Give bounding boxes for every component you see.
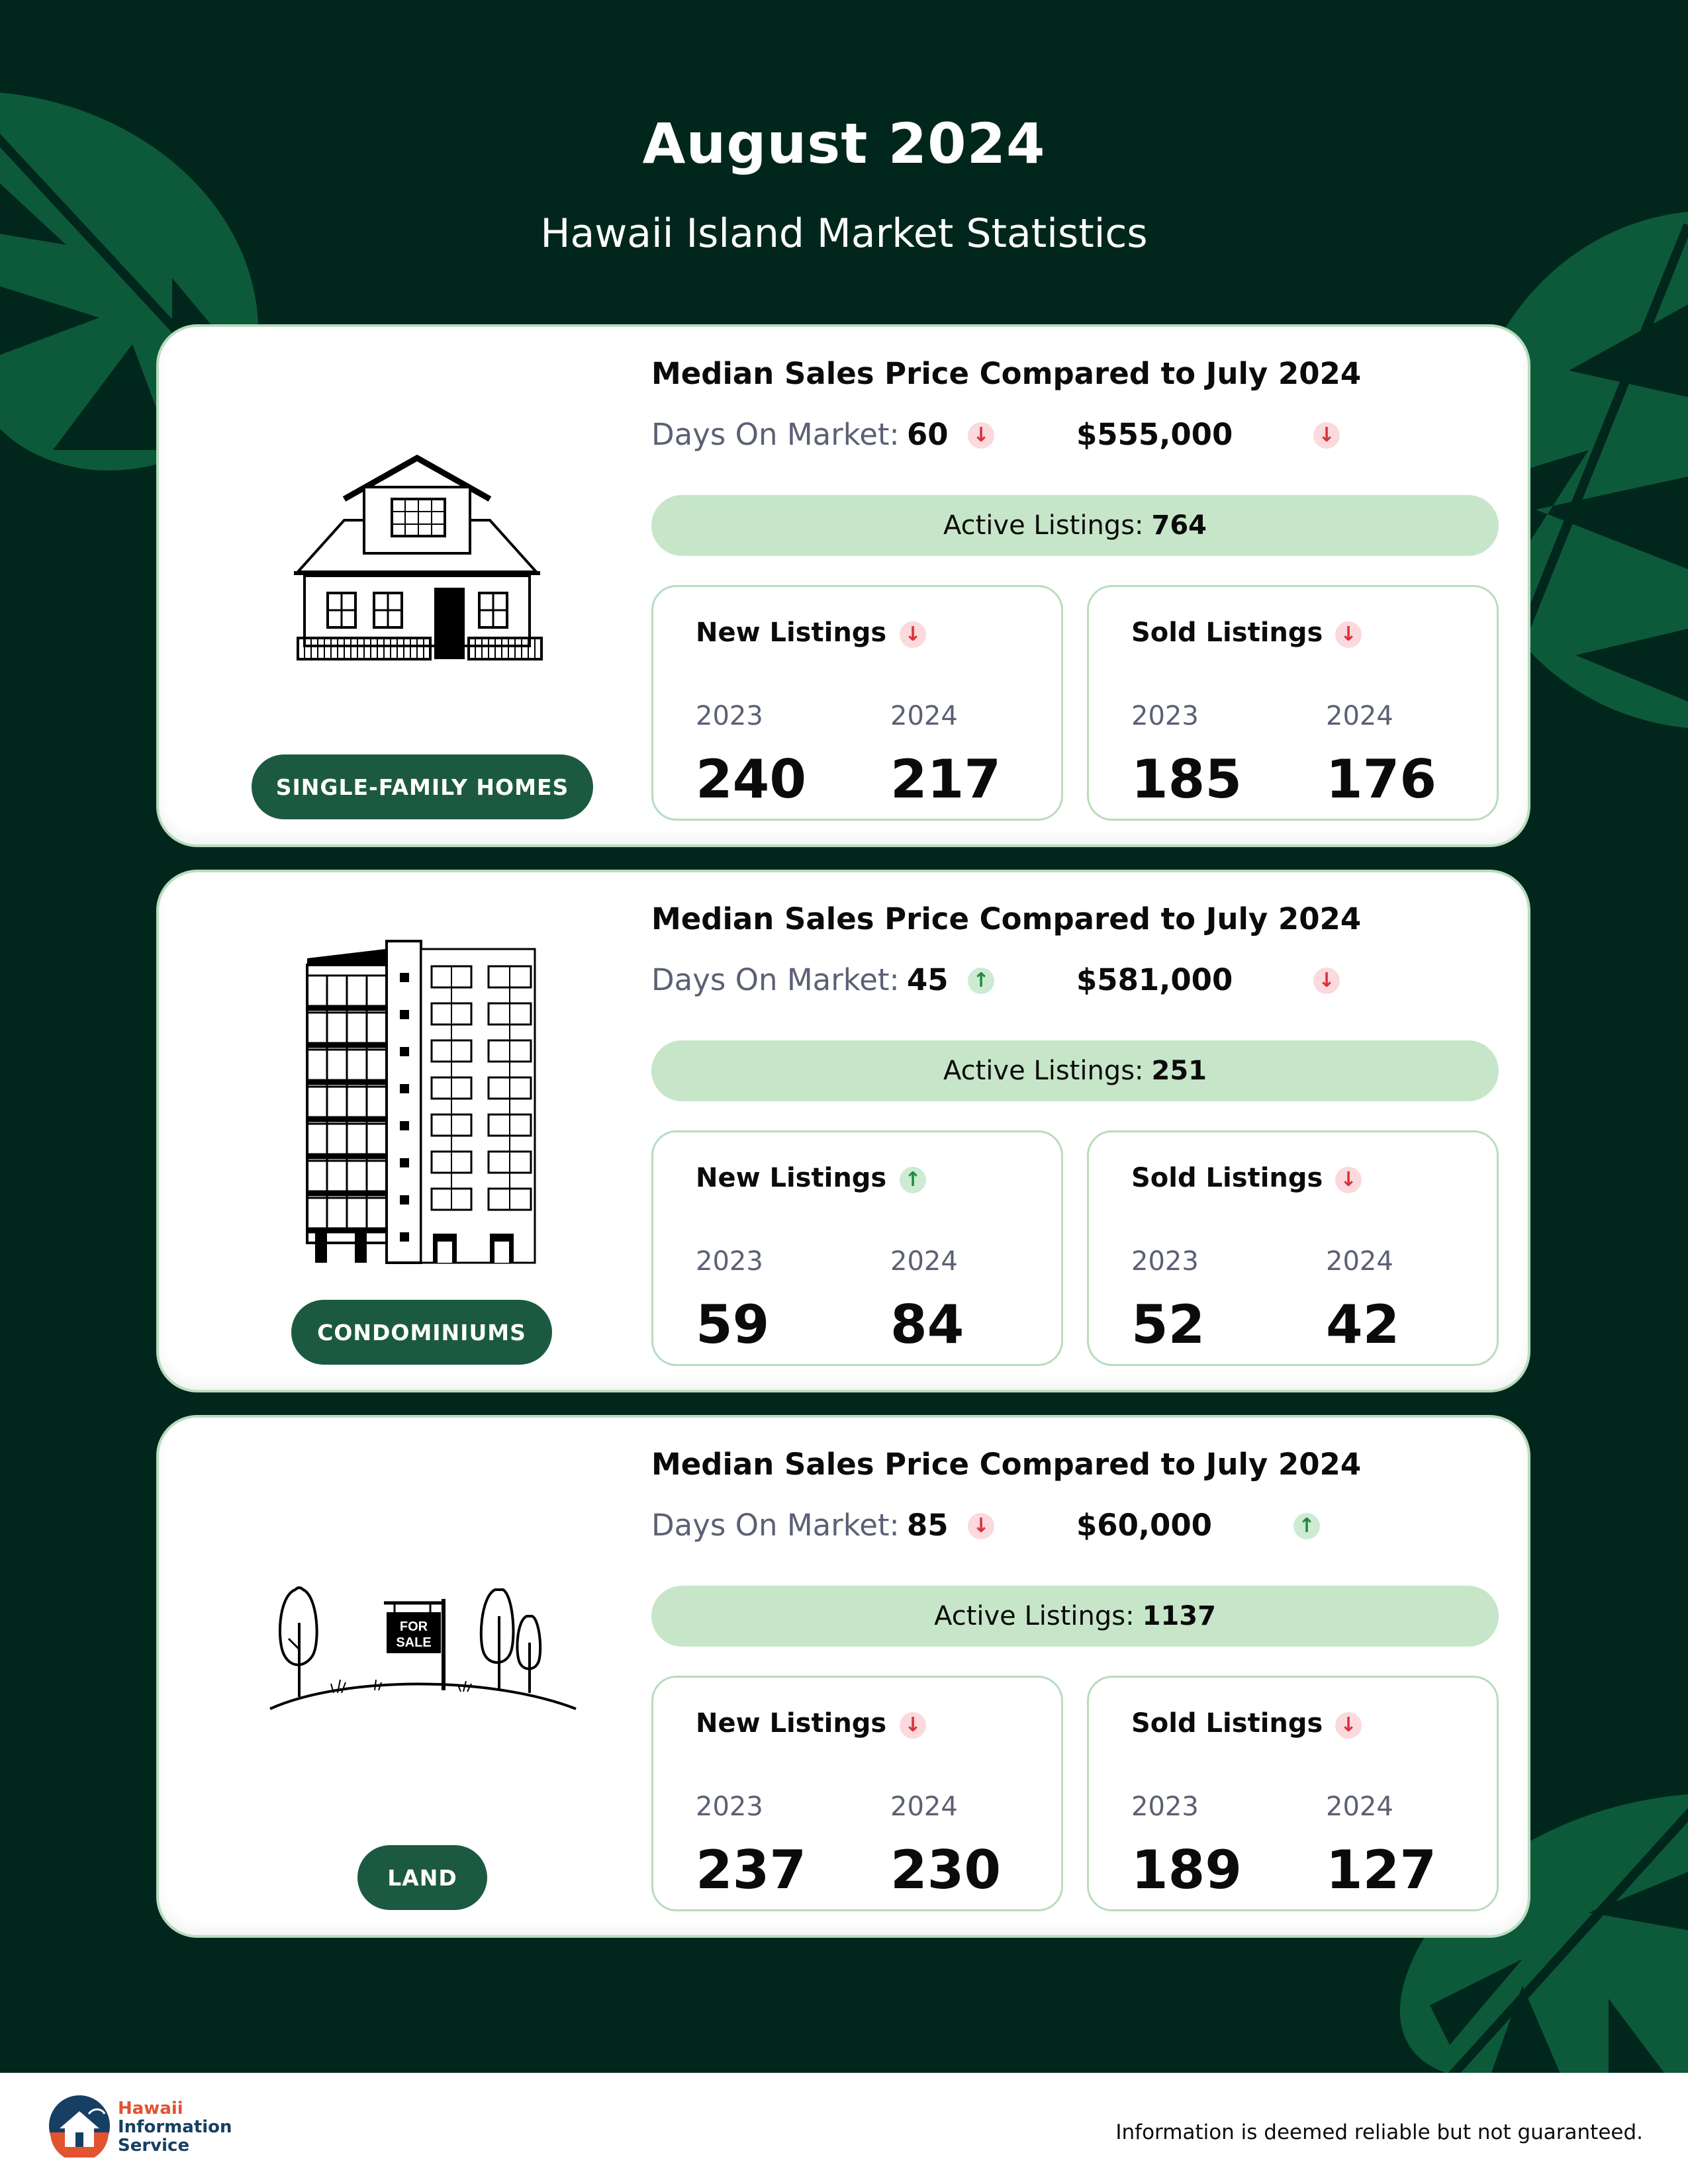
year-label: 2023: [1131, 1792, 1199, 1822]
house-icon: [278, 446, 569, 671]
new-listings-box: [651, 1130, 1063, 1366]
active-listings-label: Active Listings:: [943, 1056, 1144, 1086]
year-label: 2024: [1326, 701, 1393, 731]
sold-listings-value-2023: 185: [1131, 749, 1242, 810]
arrow-down-icon: ↓: [900, 1712, 926, 1739]
sold-listings-value-2023: 52: [1131, 1294, 1205, 1355]
disclaimer: Information is deemed reliable but not guaranteed.: [1115, 2120, 1643, 2144]
arrow-down-icon: ↓: [968, 422, 994, 449]
sold-listings-value-2023: 189: [1131, 1839, 1242, 1901]
year-label: 2024: [890, 701, 958, 731]
sold-listings-box: [1087, 1676, 1499, 1911]
sold-listings-title: Sold Listings: [1131, 1708, 1323, 1739]
category-badge: SINGLE-FAMILY HOMES: [252, 754, 593, 819]
sold-listings-value-2024: 42: [1326, 1294, 1400, 1355]
arrow-down-icon: ↓: [1335, 621, 1362, 648]
active-listings-bar: [651, 1040, 1499, 1101]
year-label: 2024: [890, 1792, 958, 1822]
median-title: Median Sales Price Compared to July 2024: [651, 1447, 1362, 1482]
year-label: 2023: [696, 1792, 763, 1822]
condo-building-icon: [301, 938, 545, 1269]
new-listings-title: New Listings: [696, 1163, 887, 1193]
new-listings-value-2024: 217: [890, 749, 1001, 810]
hawaii-information-service-logo-icon: [48, 2094, 111, 2158]
sold-listings-box: [1087, 1130, 1499, 1366]
arrow-down-icon: ↓: [1313, 422, 1340, 449]
arrow-down-icon: ↓: [1313, 968, 1340, 994]
active-listings-value: 1137: [1142, 1601, 1216, 1631]
category-badge: CONDOMINIUMS: [291, 1300, 552, 1365]
stats-card-condominiums: [156, 870, 1530, 1392]
stats-card-single-family: [156, 324, 1530, 847]
days-on-market-value: 45: [907, 962, 949, 997]
active-listings-value: 764: [1151, 510, 1207, 541]
active-listings-label: Active Listings:: [934, 1601, 1135, 1631]
new-listings-value-2023: 59: [696, 1294, 770, 1355]
arrow-down-icon: ↓: [1335, 1712, 1362, 1739]
days-on-market-value: 60: [907, 417, 949, 452]
logo-line-1: Hawaii: [118, 2099, 183, 2118]
footer: [0, 2073, 1688, 2184]
sold-listings-title: Sold Listings: [1131, 1163, 1323, 1193]
new-listings-title: New Listings: [696, 617, 887, 648]
page-title: August 2024: [642, 111, 1046, 176]
land-for-sale-icon: [265, 1570, 583, 1722]
year-label: 2023: [1131, 701, 1199, 731]
page-subtitle: Hawaii Island Market Statistics: [540, 210, 1148, 257]
active-listings-value: 251: [1151, 1056, 1207, 1086]
days-on-market-label: Days On Market:: [651, 417, 900, 452]
days-on-market-value: 85: [907, 1508, 949, 1543]
new-listings-box: [651, 1676, 1063, 1911]
year-label: 2023: [696, 1246, 763, 1277]
sold-listings-title: Sold Listings: [1131, 617, 1323, 648]
active-listings-label: Active Listings:: [943, 510, 1144, 541]
category-badge: LAND: [357, 1845, 487, 1910]
logo-line-3: Service: [118, 2136, 190, 2156]
median-title: Median Sales Price Compared to July 2024: [651, 901, 1362, 936]
new-listings-value-2024: 84: [890, 1294, 964, 1355]
active-listings-bar: [651, 1586, 1499, 1647]
median-price-value: $581,000: [1076, 962, 1233, 997]
arrow-up-icon: ↑: [968, 968, 994, 994]
for-sale-sign-line-1: FOR: [399, 1619, 428, 1634]
year-label: 2023: [696, 701, 763, 731]
days-on-market-label: Days On Market:: [651, 1508, 900, 1543]
arrow-down-icon: ↓: [1335, 1167, 1362, 1193]
median-title: Median Sales Price Compared to July 2024: [651, 356, 1362, 391]
new-listings-title: New Listings: [696, 1708, 887, 1739]
arrow-down-icon: ↓: [900, 621, 926, 648]
stats-card-land: [156, 1415, 1530, 1938]
median-price-value: $60,000: [1076, 1508, 1212, 1543]
new-listings-box: [651, 585, 1063, 821]
logo-text: [118, 2099, 232, 2155]
sold-listings-value-2024: 176: [1326, 749, 1436, 810]
new-listings-value-2023: 240: [696, 749, 806, 810]
arrow-up-icon: ↑: [900, 1167, 926, 1193]
year-label: 2023: [1131, 1246, 1199, 1277]
logo-line-2: Information: [118, 2117, 232, 2137]
sold-listings-box: [1087, 585, 1499, 821]
median-price-value: $555,000: [1076, 417, 1233, 452]
year-label: 2024: [1326, 1246, 1393, 1277]
year-label: 2024: [890, 1246, 958, 1277]
for-sale-sign-line-2: SALE: [396, 1635, 432, 1650]
new-listings-value-2024: 230: [890, 1839, 1001, 1901]
active-listings-bar: [651, 495, 1499, 556]
arrow-up-icon: ↑: [1293, 1513, 1320, 1539]
sold-listings-value-2024: 127: [1326, 1839, 1436, 1901]
new-listings-value-2023: 237: [696, 1839, 806, 1901]
days-on-market-label: Days On Market:: [651, 962, 900, 997]
year-label: 2024: [1326, 1792, 1393, 1822]
arrow-down-icon: ↓: [968, 1513, 994, 1539]
